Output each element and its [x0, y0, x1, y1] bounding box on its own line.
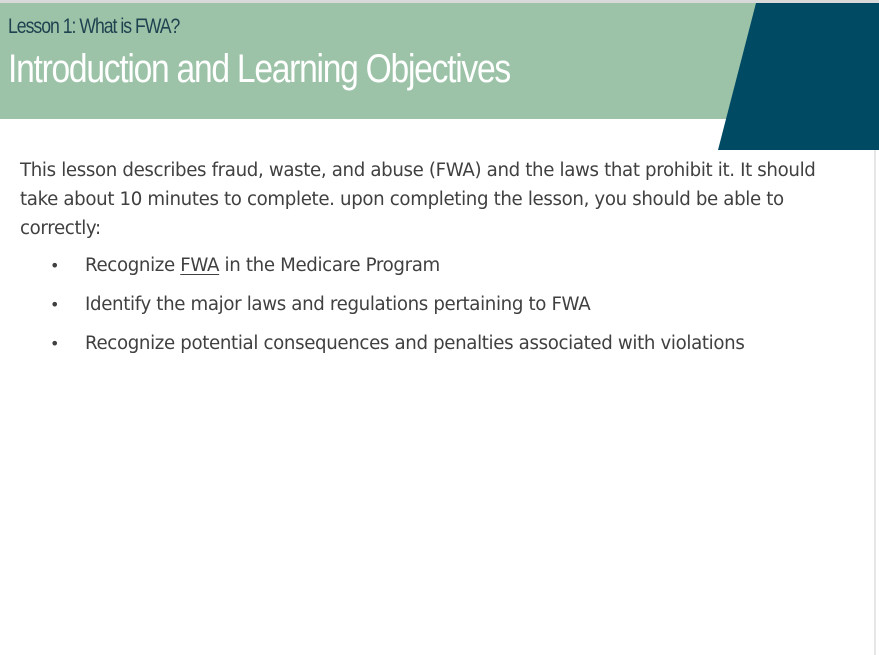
objective-text: Identify the major laws and regulations pertaining to FWA — [85, 294, 591, 315]
objective-item-consequences — [0, 329, 744, 368]
header-banner — [0, 3, 760, 119]
bullet-icon: • — [50, 334, 60, 353]
fwa-glossary-link[interactable]: FWA — [180, 255, 220, 276]
objective-text-before: Recognize — [85, 255, 181, 276]
bullet-icon: • — [50, 256, 60, 275]
right-edge-border — [874, 150, 876, 655]
objective-text: Recognize potential consequences and penalties associated with violations — [85, 333, 745, 354]
objective-item-recognize-fwa — [0, 251, 744, 290]
page-title: Introduction and Learning Objectives — [8, 47, 510, 91]
objective-item-identify-laws — [0, 290, 744, 329]
lesson-label: Lesson 1: What is FWA? — [8, 15, 180, 38]
bullet-icon: • — [50, 295, 60, 314]
learning-objectives-list — [0, 251, 744, 368]
intro-paragraph: This lesson describes fraud, waste, and abuse (FWA) and the laws that prohibit it. It should take about 10 minutes to complete. upon completing the lesson, you should be able to correctly: — [20, 160, 816, 239]
objective-text-after: in the Medicare Program — [219, 255, 440, 276]
